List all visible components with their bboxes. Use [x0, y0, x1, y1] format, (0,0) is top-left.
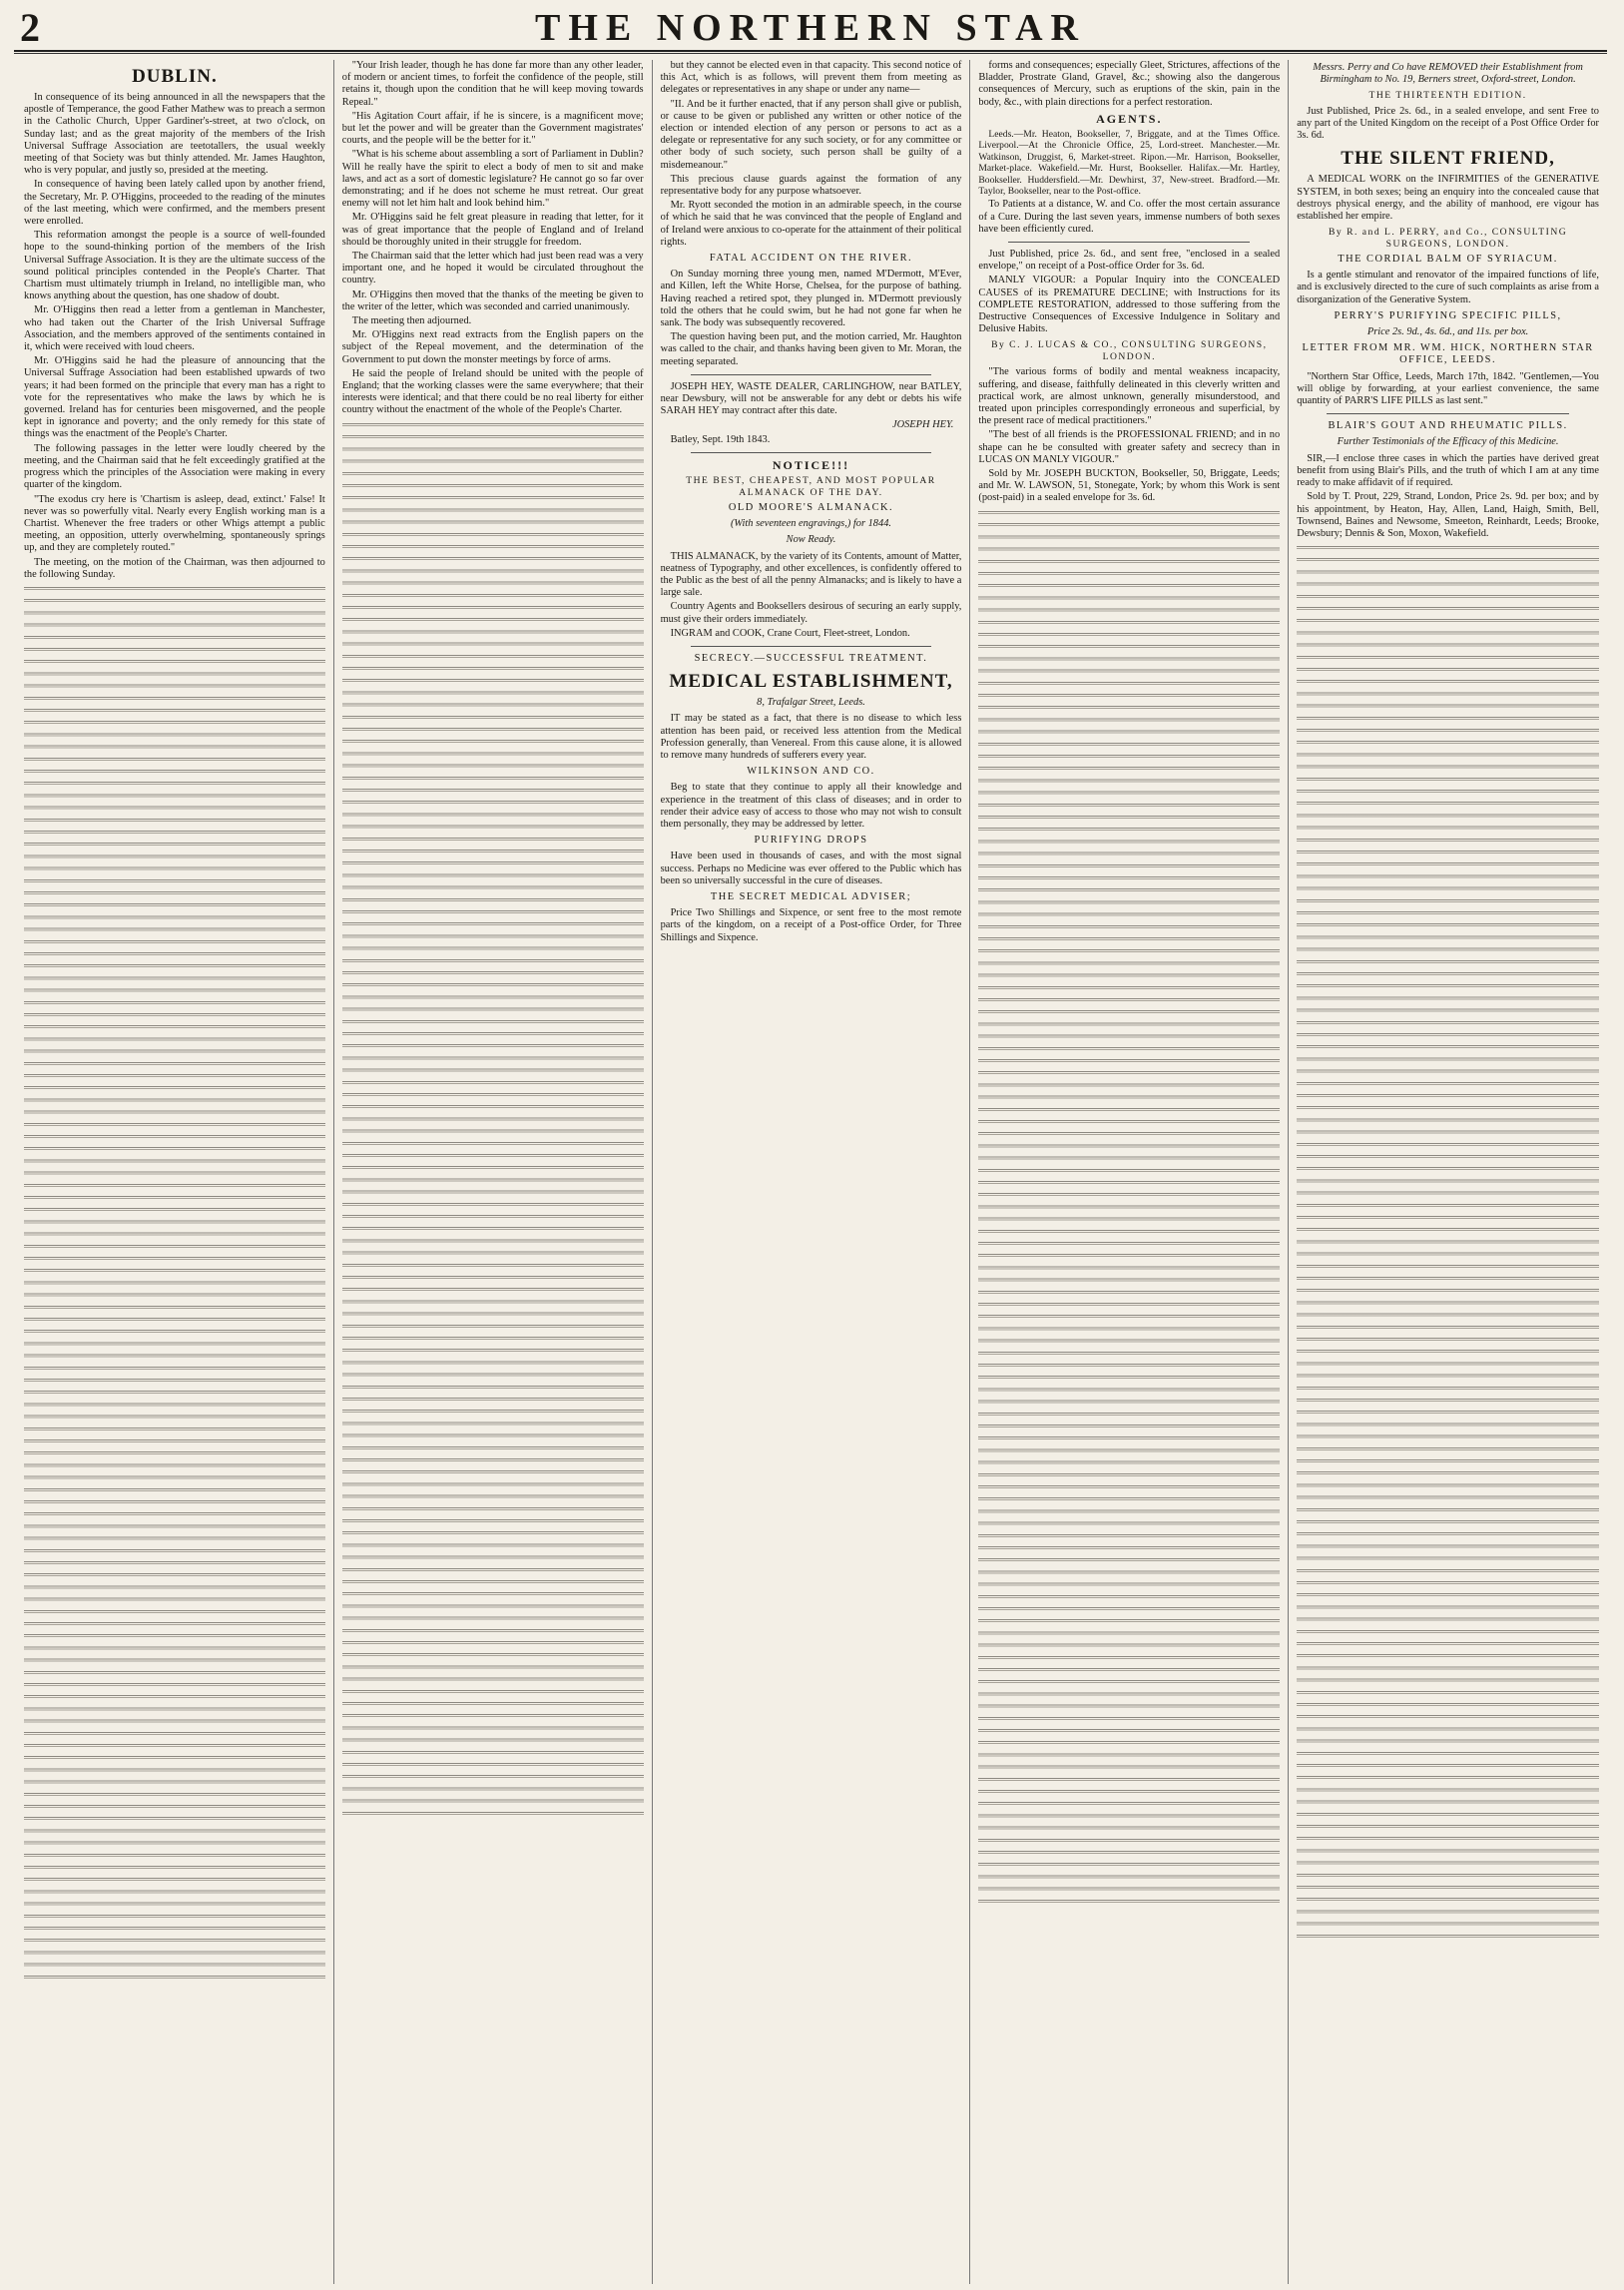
- paragraph: He said the people of Ireland should be united with the people of England; that the working classes were the same everywhere; that their interests were identical; and that there could be no real liberty for either country without the enactment of the whole of the People's Charter.: [341, 367, 644, 416]
- paragraph: The Chairman said that the letter which had just been read was a very important one, and he hoped it would be circulated throughout the country.: [341, 251, 644, 286]
- paragraph: SIR,—I enclose three cases in which the parties have derived great benefit from using Blair's Pills, and the truth of which I am at any time ready to make affidavit of if required.: [1297, 452, 1599, 489]
- medical-address: 8, Trafalgar Street, Leeds.: [757, 697, 865, 709]
- authors-line: By R. and L. PERRY, and Co., CONSULTING SURGEONS, LONDON.: [1328, 227, 1568, 250]
- now-ready-label: Now Ready.: [786, 534, 836, 546]
- medical-establishment-heading: MEDICAL ESTABLISHMENT,: [669, 671, 953, 693]
- agents-heading: AGENTS.: [1096, 111, 1163, 126]
- paragraph: The meeting, on the motion of the Chairman, was then adjourned to the following Sunday.: [24, 556, 325, 580]
- paragraph: The question having been put, and the motion carried, Mr. Haughton was called to the chair, and thanks having been given to Mr. Moran, the meeting separated.: [660, 331, 962, 367]
- paragraph: Have been used in thousands of cases, and with the most signal success. Perhaps no Medicine was ever offered to the Public which has been so universally successful in the cure of diseases.: [660, 851, 962, 886]
- notice-subheading: THE BEST, CHEAPEST, AND MOST POPULAR ALMANACK OF THE DAY.: [686, 475, 936, 498]
- divider: [691, 452, 932, 453]
- almanack-heading: OLD MOORE'S ALMANACK.: [728, 501, 894, 513]
- paragraph: In consequence of its being announced in all the newspapers that the apostle of Temperance, the good Father Mathew was to preach a sermon in the Catholic Church, Upper Gardiner's-street, at two o'clock, on Sunday last; and as the great majority of the members of the Irish Universal Suffrage Association are teetotallers, the usual weekly meeting of that Society was but thinly attended. Mr. James Haughton, who is very popular, and justly so, presided at the meeting.: [24, 92, 325, 177]
- silent-friend-heading: THE SILENT FRIEND,: [1341, 148, 1555, 170]
- blair-pills-heading: BLAIR'S GOUT AND RHEUMATIC PILLS.: [1328, 420, 1568, 432]
- paragraph: THIS ALMANACK, by the variety of its Contents, amount of Matter, neatness of Typography, and other excellences, is confidently offered to the Public as the best of all the penny Almanacks; and is likely to have a large sale.: [660, 550, 962, 599]
- text-body-continuation: [24, 583, 325, 1981]
- newspaper-title: THE NORTHERN STAR: [534, 7, 1087, 49]
- paragraph: Mr. O'Higgins said he had the pleasure of announcing that the Universal Suffrage Association had been established upwards of two years; it had been formed on the principle that every man has a right to vote for the representatives who make the laws by which he is governed. Ireland has for centuries been misgoverned, and the people kept in ignorance and poverty; and the only remedy for this state of things was the enactment of the People's Charter.: [24, 355, 325, 440]
- notice-heading: NOTICE!!!: [772, 457, 850, 472]
- paragraph: INGRAM and COOK, Crane Court, Fleet-street, London.: [670, 627, 910, 639]
- removal-notice: Messrs. Perry and Co have REMOVED their Establishment from Birmingham to No. 19, Berners street, Oxford-street, London.: [1313, 62, 1583, 86]
- paragraph: The following passages in the letter were loudly cheered by the meeting, and the Chairman said that he felt exceedingly gratified at the progress which the principles of the Association were making in every quarter of the kingdom.: [24, 442, 325, 491]
- secrecy-heading: SECRECY.—SUCCESSFUL TREATMENT.: [694, 652, 928, 664]
- adviser-heading: THE SECRET MEDICAL ADVISER;: [710, 890, 912, 902]
- paragraph: Price Two Shillings and Sixpence, or sent free to the most remote parts of the kingdom, on a receipt of a Post-office Order, for Three Shillings and Sixpence.: [660, 907, 962, 943]
- masthead-rule: [14, 53, 1607, 54]
- paragraph: but they cannot be elected even in that capacity. This second notice of this Act, which is as follows, will prevent them from meeting as delegates or representatives in any shape or under any name—: [660, 60, 962, 96]
- authors-line: By C. J. LUCAS & CO., CONSULTING SURGEONS, LONDON.: [991, 339, 1268, 362]
- paragraph: "His Agitation Court affair, if he is sincere, is a magnificent move; but let the power and will be greater than the Government magistrates' courts, and the people will be the better for it.": [341, 110, 644, 147]
- paragraph: "What is his scheme about assembling a sort of Parliament in Dublin? Will he really have the spirit to elect a body of men to sit and make laws, and act as a sort of domestic legislature? He cannot go so far over demonstrating; and if he does not scheme he must retreat. Our great enemy will not let him halt and look behind him.": [341, 149, 644, 210]
- purifying-drops-heading: PURIFYING DROPS: [754, 835, 868, 847]
- paragraph: "Your Irish leader, though he has done far more than any other leader, of modern or ancient times, to forfeit the confidence of the people, still retains it, though upon the condition that he will keep moving towards Repeal.": [341, 60, 644, 108]
- columns: [16, 60, 1607, 2284]
- divider: [1008, 242, 1250, 243]
- paragraph: IT may be stated as a fact, that there is no disease to which less attention has been paid, or received less attention from the Medical Profession generally, than Venereal. From this cause alone, it is allowed to remove many hundreds of sufferers every year.: [660, 713, 962, 761]
- perry-pills-heading: PERRY'S PURIFYING SPECIFIC PILLS,: [1334, 309, 1562, 321]
- divider: [691, 646, 932, 647]
- paragraph: In consequence of having been lately called upon by another friend, the Secretary, Mr. P. O'Higgins, proceeded to the reading of the minutes of the last meeting, which were confirmed, and the members present were enrolled.: [24, 179, 325, 228]
- text-body-continuation: [1297, 542, 1599, 1940]
- column-5: [1289, 60, 1607, 2284]
- signature: JOSEPH HEY.: [892, 419, 954, 431]
- paragraph: Mr. Ryott seconded the motion in an admirable speech, in the course of which he said that he was convinced that the people of England and of Ireland were anxious to co-operate for the attainment of their political rights.: [660, 200, 962, 248]
- firm-name: WILKINSON AND CO.: [747, 766, 875, 778]
- testimonials-subheading: Further Testimonials of the Efficacy of this Medicine.: [1337, 436, 1559, 448]
- paragraph: "The exodus cry here is 'Chartism is asleep, dead, extinct.' False! It never was so powerfully vital. Nearly every English working man is a Chartist. Whenever the free traders or other Whigs attempt a public meeting, an opposition, utterly overwhelming, spontaneously springs up, and they are completely routed.": [24, 493, 325, 554]
- paragraph: "Northern Star Office, Leeds, March 17th, 1842. "Gentlemen,—You will oblige by forwarding, at your earliest convenience, the same quantity of PARR'S LIFE PILLS as last sent.": [1297, 370, 1599, 407]
- price-line: Price 2s. 9d., 4s. 6d., and 11s. per box.: [1366, 326, 1529, 338]
- paragraph: "The various forms of bodily and mental weakness incapacity, suffering, and disease, faithfully delineated in this cleverly written and practical work, are almost unknown, generally misunderstood, and treated upon principles correspondingly erroneous and superficial, by the present race of medical practitioners.": [978, 366, 1281, 427]
- letter-heading: LETTER FROM MR. WM. HICK, NORTHERN STAR OFFICE, LEEDS.: [1302, 342, 1594, 366]
- paragraph: A MEDICAL WORK on the INFIRMITIES of the GENERATIVE SYSTEM, in both sexes; being an enquiry into the concealed cause that destroys physical energy, and the ability of manhood, ere vigour has established her empire.: [1297, 174, 1599, 223]
- paragraph: forms and consequences; especially Gleet, Strictures, affections of the Bladder, Prostrate Gland, Gravel, &c.; showing also the dangerous consequences of Mercury, such as eruptions of the skin, pain in the body, &c., with plain directions for a perfect restoration.: [978, 60, 1281, 108]
- paragraph: On Sunday morning three young men, named M'Dermott, M'Ever, and Killen, left the White Horse, Chelsea, for the purpose of bathing. Having reached a retired spot, they plunged in. M'Dermott previously told the others that he could swim, but he had not gone far when he sank. The body was subsequently recovered.: [660, 269, 962, 329]
- paragraph: Just Published, price 2s. 6d., and sent free, "enclosed in a sealed envelope," on receipt of a Post-office Order for 3s. 6d.: [978, 249, 1281, 273]
- paragraph: Just Published, Price 2s. 6d., in a sealed envelope, and sent Free to any part of the United Kingdom on the receipt of a Post Office Order for 3s. 6d.: [1297, 105, 1599, 142]
- column-3: [653, 60, 971, 2284]
- text-body-continuation: [342, 419, 644, 1817]
- paragraph: Country Agents and Booksellers desirous of securing an early supply, must give their orders immediately.: [660, 601, 962, 625]
- paragraph: Sold by Mr. JOSEPH BUCKTON, Bookseller, 50, Briggate, Leeds; and Mr. W. LAWSON, 51, Stonegate, York; by whom this Work is sent (post-paid) in a sealed envelope for 3s. 6d.: [978, 467, 1281, 504]
- paragraph: Mr. O'Higgins then read a letter from a gentleman in Manchester, who had taken out the Charter of the Irish Universal Suffrage Association, and the members approved of the sentiments contained in it, which were received with loud cheers.: [24, 304, 325, 353]
- article-heading: FATAL ACCIDENT ON THE RIVER.: [709, 253, 913, 265]
- paragraph: Mr. O'Higgins said he felt great pleasure in reading that letter, for it was of great importance that the people of England and of Ireland should be thoroughly united in their struggle for freedom.: [341, 212, 644, 248]
- paragraph: Mr. O'Higgins then moved that the thanks of the meeting be given to the writer of the letter, which was seconded and carried unanimously.: [341, 288, 644, 312]
- paragraph: Beg to state that they continue to apply all their knowledge and experience in the treatment of this class of diseases; and in order to render their advice easy of access to those who may not wish to consult them personally, they may be addressed by letter.: [660, 782, 962, 830]
- advertisement-hey: JOSEPH HEY, WASTE DEALER, CARLINGHOW, near BATLEY, near Dewsbury, will not be answerable for any debt or debts his wife SARAH HEY may contract after this date.: [660, 380, 962, 417]
- paragraph: "The best of all friends is the PROFESSIONAL FRIEND; and in no shape can he be consulted with greater safety and secrecy than in LUCAS ON MANLY VIGOUR.": [978, 429, 1281, 465]
- paragraph: This reformation amongst the people is a source of well-founded hope to the sound-thinking portion of the members of the Irish Universal Suffrage Association. It is they are the ultimate success of the sound political principles contended in the People's Charter. That Chartism must ultimately triumph in Ireland, no intelligible man, who knows anything about the question, has one shadow of doubt.: [24, 230, 325, 302]
- section-heading-dublin: DUBLIN.: [132, 66, 218, 87]
- paragraph: Is a gentle stimulant and renovator of the impaired functions of life, and is exclusively directed to the cure of such complaints as arise from a disorganization of the Generative System.: [1297, 270, 1599, 305]
- cordial-balm-heading: THE CORDIAL BALM OF SYRIACUM.: [1338, 254, 1558, 266]
- edition-label: THE THIRTEENTH EDITION.: [1368, 90, 1527, 102]
- paragraph: Sold by T. Prout, 229, Strand, London, Price 2s. 9d. per box; and by his appointment, by Heaton, Hay, Allen, Land, Haigh, Smith, Bell, Townsend, Baines and Newsome, Smeeton, Reinhardt, Leeds; Brooke, Dewsbury; Dennis & Son, Moxon, Wakefield.: [1297, 491, 1599, 539]
- column-4: [970, 60, 1289, 2284]
- dateline: Batley, Sept. 19th 1843.: [670, 433, 771, 445]
- paragraph: "II. And be it further enacted, that if any person shall give or publish, or cause to be given or published any written or other notice of the election or intended election of any person or persons to act as a delegate or representative for any such society, or for any committee or other body of such society, such person shall be guilty of a misdemeanour.": [660, 98, 962, 171]
- almanack-subheading: (With seventeen engravings,) for 1844.: [730, 518, 891, 530]
- column-1: [16, 60, 334, 2284]
- manly-vigour-advert: MANLY VIGOUR: a Popular Inquiry into the CONCEALED CAUSES of its PREMATURE DECLINE; with Instructions for its COMPLETE RESTORATION, addressed to those suffering from the Destructive Consequences of Excessive Indulgence in Solitary and Delusive Habits.: [978, 275, 1281, 335]
- paragraph: To Patients at a distance, W. and Co. offer the most certain assurance of a Cure. During the last seven years, immense numbers of both sexes have been efficiently cured.: [978, 199, 1281, 235]
- masthead: [14, 4, 1607, 52]
- divider: [1327, 413, 1569, 414]
- paragraph: This precious clause guards against the formation of any representative body for any purpose whatsoever.: [660, 173, 962, 198]
- paragraph: Mr. O'Higgins next read extracts from the English papers on the subject of the Repeal movement, and the determination of the Government to put down the monster meetings by force of arms.: [341, 329, 644, 365]
- paragraph: The meeting then adjourned.: [351, 315, 472, 327]
- page-number: 2: [20, 5, 40, 50]
- divider: [691, 374, 932, 375]
- column-2: [334, 60, 653, 2284]
- text-body-continuation: [978, 507, 1280, 1905]
- agents-list: Leeds.—Mr. Heaton, Bookseller, 7, Briggate, and at the Times Office. Liverpool.—At the Chronicle Office, 25, Lord-street. Manchester.—Mr. Watkinson, Druggist, 6, Market-street. Ripon.—Mr. Harrison, Bookseller, Market-place. Wakefield.—Mr. Hurst, Bookseller. Halifax.—Mr. Hartley, Bookseller. Huddersfield.—Mr. Dewhirst, 37, New-street. Bradford.—Mr. Taylor, Bookseller, near to the Post-office.: [978, 129, 1281, 198]
